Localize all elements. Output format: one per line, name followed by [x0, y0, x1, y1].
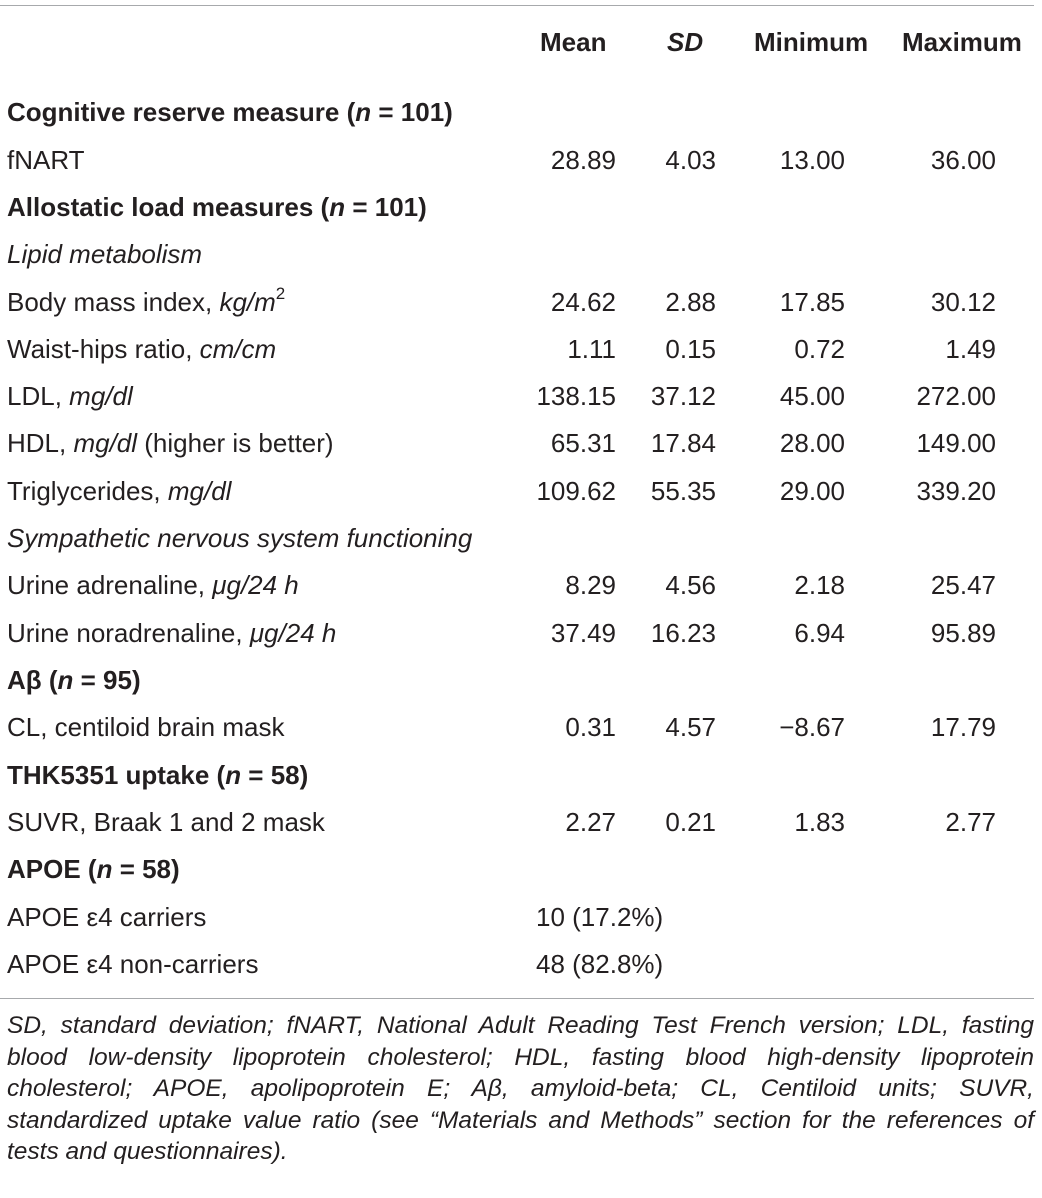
- row-label: Urine adrenaline, μg/24 h: [7, 570, 299, 600]
- cell-max: 339.20: [916, 476, 996, 506]
- section-label: Allostatic load measures (n = 101): [7, 192, 427, 222]
- cell-count: 48 (82.8%): [536, 949, 664, 979]
- table-row: [0, 381, 1042, 428]
- cell-max: 36.00: [930, 145, 996, 175]
- section-label: Cognitive reserve measure (n = 101): [7, 97, 453, 127]
- cell-count: 10 (17.2%): [536, 902, 664, 932]
- cell-max: 149.00: [916, 428, 996, 458]
- cell-mean: 8.29: [565, 570, 616, 600]
- section-label: Aβ (n = 95): [7, 665, 141, 695]
- row-label: APOE ε4 carriers: [7, 902, 207, 932]
- table-row: [0, 476, 1042, 523]
- subsection-label: Sympathetic nervous system functioning: [7, 523, 473, 553]
- cell-sd: 37.12: [650, 381, 716, 411]
- row-label: HDL, mg/dl (higher is better): [7, 428, 334, 458]
- cell-min: 17.85: [779, 287, 845, 317]
- header-maximum: Maximum: [902, 27, 1022, 57]
- table-header: [0, 27, 1042, 74]
- cell-mean: 2.27: [565, 807, 616, 837]
- cell-sd: 0.21: [665, 807, 716, 837]
- cell-sd: 4.56: [665, 570, 716, 600]
- cell-mean: 65.31: [550, 428, 616, 458]
- row-label: Body mass index, $kg/m^2$: [7, 284, 286, 317]
- row-label: APOE ε4 non-carriers: [7, 949, 259, 979]
- table-bottom-rule: [0, 998, 1034, 999]
- table-row-section: [0, 854, 1042, 901]
- table-row-subsection: [0, 239, 1042, 286]
- cell-mean: 109.62: [536, 476, 616, 506]
- cell-mean: 28.89: [550, 145, 616, 175]
- cell-min: −8.67: [779, 712, 845, 742]
- cell-min: 0.72: [794, 334, 845, 364]
- table-row: [0, 949, 1042, 996]
- table-row: [0, 570, 1042, 617]
- cell-max: 95.89: [930, 618, 996, 648]
- table-footnote: SD, standard deviation; fNART, National Adult Reading Test French version; LDL, fasting blood low-density lipoprotein cholesterol; HDL, fasting blood high-density lipoprotein cholesterol; APOE, apolipoprotein E; Aβ, amyloid-beta; CL, Centiloid units; SUVR, standardized uptake value ratio (see “Materials and Methods” section for the references of tests and questionnaires).: [7, 1012, 1034, 1165]
- table-row-section: [0, 192, 1042, 239]
- row-label: Triglycerides, mg/dl: [7, 476, 232, 506]
- cell-max: 25.47: [930, 570, 996, 600]
- cell-min: 2.18: [794, 570, 845, 600]
- cell-sd: 4.03: [665, 145, 716, 175]
- cell-sd: 4.57: [665, 712, 716, 742]
- table-row: [0, 902, 1042, 949]
- cell-max: 30.12: [930, 287, 996, 317]
- cell-min: 1.83: [794, 807, 845, 837]
- subsection-label: Lipid metabolism: [7, 239, 203, 269]
- cell-sd: 16.23: [650, 618, 716, 648]
- cell-sd: 0.15: [665, 334, 716, 364]
- row-label: LDL, mg/dl: [7, 381, 133, 411]
- cell-max: 272.00: [916, 381, 996, 411]
- table-row-subsection: [0, 523, 1042, 570]
- table-row: [0, 334, 1042, 381]
- cell-min: 45.00: [779, 381, 845, 411]
- cell-sd: 2.88: [665, 287, 716, 317]
- header-minimum: Minimum: [754, 27, 869, 57]
- cell-sd: 55.35: [650, 476, 716, 506]
- cell-mean: 0.31: [565, 712, 616, 742]
- row-label: Waist-hips ratio, cm/cm: [7, 334, 277, 364]
- cell-max: 2.77: [945, 807, 996, 837]
- row-label: SUVR, Braak 1 and 2 mask: [7, 807, 325, 837]
- table-row: [0, 712, 1042, 759]
- table-row-section: [0, 760, 1042, 807]
- cell-min: 13.00: [779, 145, 845, 175]
- table-top-rule: [0, 5, 1034, 6]
- table-row: [0, 618, 1042, 665]
- cell-mean: 24.62: [550, 287, 616, 317]
- table-row: [0, 145, 1042, 192]
- cell-mean: 37.49: [550, 618, 616, 648]
- table-row: [0, 428, 1042, 475]
- cell-min: 6.94: [794, 618, 845, 648]
- cell-min: 29.00: [779, 476, 845, 506]
- table-row: [0, 807, 1042, 854]
- header-mean: Mean: [540, 27, 607, 57]
- table-row-section: [0, 97, 1042, 144]
- section-label: APOE (n = 58): [7, 854, 180, 884]
- row-label: Urine noradrenaline, μg/24 h: [7, 618, 337, 648]
- row-label: fNART: [7, 145, 85, 175]
- header-sd: SD: [667, 27, 704, 57]
- cell-mean: 1.11: [567, 334, 616, 364]
- table-row-section: [0, 665, 1042, 712]
- cell-mean: 138.15: [536, 381, 616, 411]
- row-label: CL, centiloid brain mask: [7, 712, 285, 742]
- table-row: [0, 284, 1042, 334]
- cell-min: 28.00: [779, 428, 845, 458]
- cell-max: 1.49: [945, 334, 996, 364]
- cell-sd: 17.84: [650, 428, 716, 458]
- section-label: THK5351 uptake (n = 58): [7, 760, 309, 790]
- cell-max: 17.79: [930, 712, 996, 742]
